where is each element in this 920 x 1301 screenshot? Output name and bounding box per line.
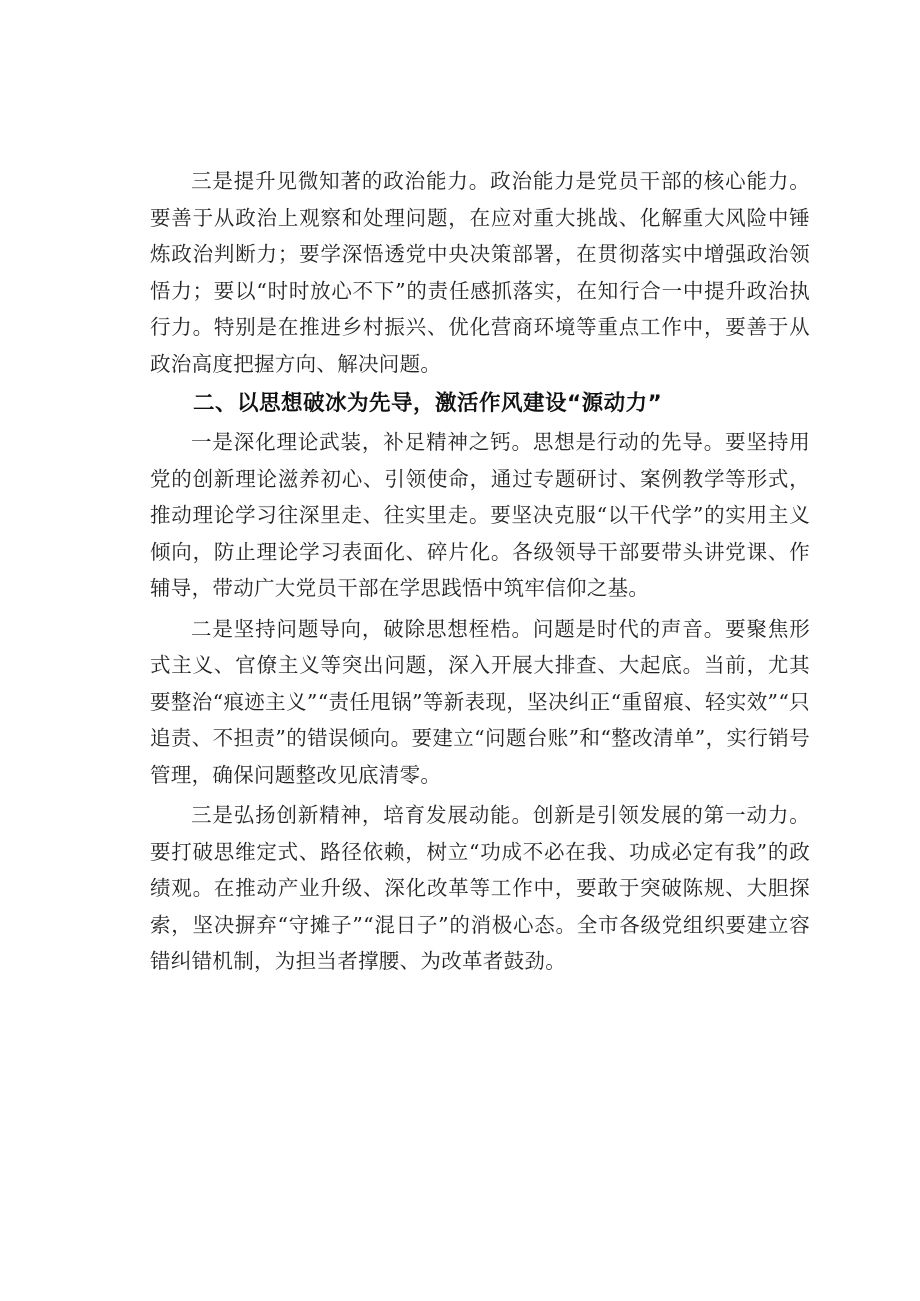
document-body — [150, 163, 810, 980]
section-heading: 二、以思想破冰为先导，激活作风建设“源动力” — [193, 391, 663, 416]
paragraph-innovation: 三是弘扬创新精神，培育发展动能。创新是引领发展的第一动力。要打破思维定式、路径依赖，树立“功成不必在我、功成必定有我”的政绩观。在推动产业升级、深化改革等工作中，要敢于突破陈规、大胆探索，坚决摒弃“守摊子”“混日子”的消极心态。全市各级党组织要建立容错纠错机制，为担当者撑腰、为改革者鼓劲。 — [150, 803, 810, 973]
paragraph-political-ability: 三是提升见微知著的政治能力。政治能力是党员干部的核心能力。要善于从政治上观察和处理问题，在应对重大挑战、化解重大风险中锤炼政治判断力；要学深悟透党中央决策部署，在贯彻落实中增强政治领悟力；要以“时时放心不下”的责任感抓落实，在知行合一中提升政治执行力。特别是在推进乡村振兴、优化营商环境等重点工作中，要善于从政治高度把握方向、解决问题。 — [150, 169, 810, 376]
paragraph-theory-study: 一是深化理论武装，补足精神之钙。思想是行动的先导。要坚持用党的创新理论滋养初心、引领使命，通过专题研讨、案例教学等形式，推动理论学习往深里走、往实里走。要坚决克服“以干代学”的实用主义倾向，防止理论学习表面化、碎片化。各级领导干部要带头讲党课、作辅导，带动广大党员干部在学思践悟中筑牢信仰之基。 — [150, 430, 810, 600]
paragraph-problem-oriented: 二是坚持问题导向，破除思想桎梏。问题是时代的声音。要聚焦形式主义、官僚主义等突出问题，深入开展大排查、大起底。当前，尤其要整治“痕迹主义”“责任甩锅”等新表现，坚决纠正“重留痕、轻实效”“只追责、不担责”的错误倾向。要建立“问题台账”和“整改清单”，实行销号管理，确保问题整改见底清零。 — [150, 616, 810, 787]
